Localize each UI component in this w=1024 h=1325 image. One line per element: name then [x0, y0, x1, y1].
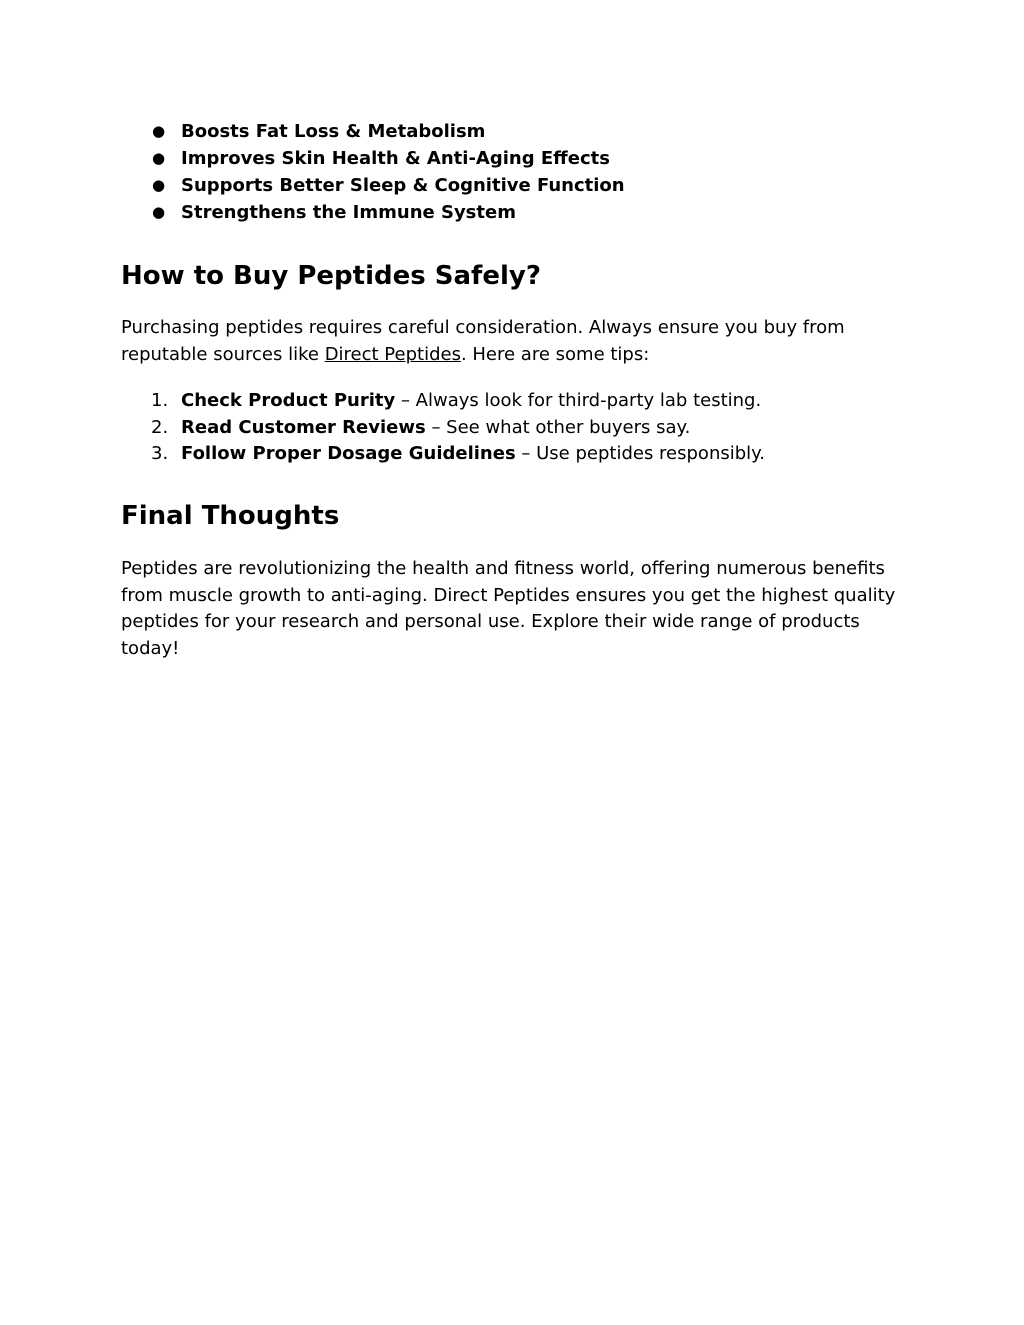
benefit-text: Strengthens the Immune System [181, 202, 516, 223]
benefits-list [121, 118, 625, 226]
list-item [121, 145, 625, 172]
list-item [121, 199, 625, 226]
bullet-icon: ● [152, 176, 166, 194]
final-paragraph: Peptides are revolutionizing the health and fitness world, offering numerous benefits from muscle growth to anti-aging. Direct Peptides ensures you get the highest quality peptides for your research and personal use. Explore their wide range of products today! [121, 558, 896, 659]
tip-title: Read Customer Reviews [181, 416, 426, 438]
buy-intro-text: Purchasing peptides requires careful consideration. Always ensure you buy from reputable sources like [121, 317, 845, 365]
buy-intro-tail: . Here are some tips: [460, 343, 650, 365]
list-item [121, 415, 765, 442]
benefit-text: Improves Skin Health & Anti-Aging Effects [181, 148, 610, 169]
tip-title: Follow Proper Dosage Guidelines [181, 443, 516, 465]
list-number: 2. [151, 416, 169, 438]
section-heading-final: Final Thoughts [121, 501, 340, 531]
list-item [121, 118, 625, 145]
bullet-icon: ● [152, 149, 166, 167]
tips-list [121, 388, 765, 468]
list-item [121, 388, 765, 415]
direct-peptides-link[interactable]: Direct Peptides [324, 343, 461, 365]
bullet-icon: ● [152, 122, 166, 140]
list-item [121, 172, 625, 199]
benefit-text: Supports Better Sleep & Cognitive Function [181, 175, 625, 196]
list-number: 1. [151, 390, 169, 411]
bullet-icon: ● [152, 203, 166, 221]
tip-title: Check Product Purity [181, 390, 396, 411]
benefit-text: Boosts Fat Loss & Metabolism [181, 121, 486, 142]
buy-intro-paragraph [121, 315, 911, 368]
tip-text: – Use peptides responsibly. [515, 443, 765, 465]
list-number: 3. [151, 443, 169, 465]
section-heading-buy: How to Buy Peptides Safely? [121, 261, 541, 291]
tip-text: – See what other buyers say. [425, 416, 691, 438]
list-item [121, 441, 765, 468]
tip-text: – Always look for third-party lab testing. [395, 390, 762, 411]
